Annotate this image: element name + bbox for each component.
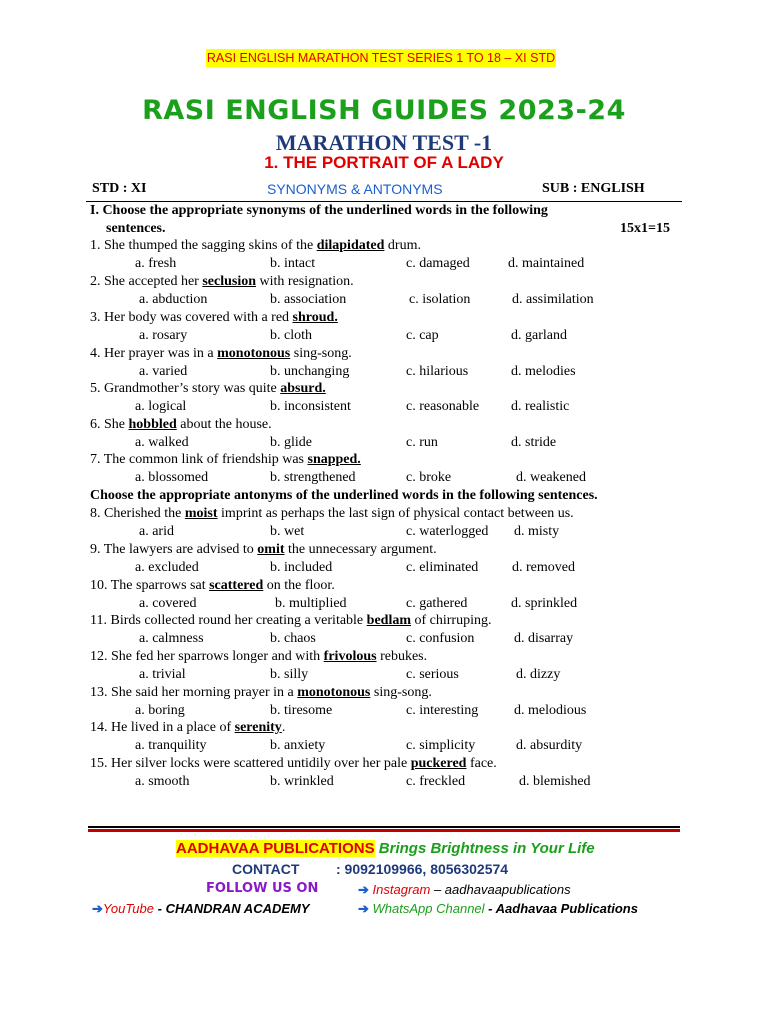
option-d[interactable]: d. removed bbox=[512, 560, 575, 575]
question-text-end: sing-song. bbox=[290, 346, 352, 361]
question-text: 6. She bbox=[90, 417, 129, 432]
contact-label: CONTACT bbox=[232, 861, 300, 877]
option-b[interactable]: b. wrinkled bbox=[270, 774, 334, 789]
question-text: 10. The sparrows sat bbox=[90, 578, 210, 593]
question-12 bbox=[90, 649, 427, 665]
option-a[interactable]: a. abduction bbox=[139, 292, 208, 307]
question-11 bbox=[90, 613, 491, 629]
question-text-end: with resignation. bbox=[256, 274, 354, 289]
underlined-word: seclusion bbox=[202, 274, 257, 289]
option-a[interactable]: a. logical bbox=[135, 399, 187, 414]
option-d[interactable]: d. assimilation bbox=[512, 292, 594, 307]
options-row bbox=[0, 703, 768, 721]
footer-divider-red bbox=[88, 829, 680, 832]
option-d[interactable]: d. garland bbox=[511, 328, 567, 343]
option-b[interactable]: b. tiresome bbox=[270, 703, 333, 718]
youtube-channel: - CHANDRAN ACADEMY bbox=[157, 901, 310, 916]
question-text: 12. She fed her sparrows longer and with bbox=[90, 649, 324, 664]
whatsapp-link[interactable] bbox=[358, 901, 638, 917]
option-d[interactable]: d. dizzy bbox=[516, 667, 561, 682]
option-d[interactable]: d. misty bbox=[514, 524, 560, 539]
question-8 bbox=[90, 506, 574, 522]
option-c[interactable]: c. freckled bbox=[406, 774, 466, 789]
whatsapp-channel: - Aadhavaa Publications bbox=[488, 901, 638, 916]
option-c[interactable]: c. isolation bbox=[409, 292, 471, 307]
options-row bbox=[0, 328, 768, 346]
question-text: 13. She said her morning prayer in a bbox=[90, 685, 298, 700]
question-3 bbox=[90, 310, 338, 326]
options-row bbox=[0, 667, 768, 685]
option-a[interactable]: a. blossomed bbox=[135, 470, 209, 485]
publisher-line bbox=[176, 840, 595, 857]
option-d[interactable]: d. disarray bbox=[514, 631, 574, 646]
options-row bbox=[0, 470, 768, 488]
options-row bbox=[0, 435, 768, 453]
youtube-label: YouTube bbox=[102, 901, 154, 916]
option-d[interactable]: d. melodious bbox=[514, 703, 587, 718]
option-b[interactable]: b. unchanging bbox=[270, 364, 350, 379]
section1-heading: I. Choose the appropriate synonyms of the underlined words in the following bbox=[90, 203, 548, 218]
options-row bbox=[0, 738, 768, 756]
youtube-link[interactable] bbox=[92, 901, 310, 917]
option-d[interactable]: d. weakened bbox=[516, 470, 586, 485]
option-c[interactable]: c. damaged bbox=[406, 256, 470, 271]
option-b[interactable]: b. cloth bbox=[270, 328, 312, 343]
option-d[interactable]: d. realistic bbox=[511, 399, 570, 414]
arrow-right-icon: ➔ bbox=[358, 882, 369, 897]
options-row bbox=[0, 399, 768, 417]
underlined-word: serenity bbox=[234, 720, 282, 735]
instagram-label: Instagram bbox=[372, 882, 431, 897]
question-9 bbox=[90, 542, 437, 558]
option-c[interactable]: c. confusion bbox=[406, 631, 475, 646]
question-text-end: sing-song. bbox=[370, 685, 432, 700]
publisher-tagline: Brings Brightness in Your Life bbox=[378, 840, 595, 857]
underlined-word: shroud. bbox=[292, 310, 338, 325]
option-b[interactable]: b. anxiety bbox=[270, 738, 326, 753]
option-d[interactable]: d. sprinkled bbox=[511, 596, 578, 611]
option-c[interactable]: c. cap bbox=[406, 328, 439, 343]
question-text: 5. Grandmother’s story was quite bbox=[90, 381, 281, 396]
underlined-word: omit bbox=[257, 542, 285, 557]
option-a[interactable]: a. walked bbox=[135, 435, 189, 450]
question-2 bbox=[90, 274, 354, 290]
option-a[interactable]: a. fresh bbox=[135, 256, 177, 271]
question-6 bbox=[90, 417, 272, 433]
option-a[interactable]: a. arid bbox=[139, 524, 174, 539]
option-c[interactable]: c. gathered bbox=[406, 596, 468, 611]
option-c[interactable]: c. broke bbox=[406, 470, 452, 485]
question-text: 7. The common link of friendship was bbox=[90, 452, 308, 467]
footer-divider bbox=[88, 826, 680, 828]
option-c[interactable]: c. run bbox=[406, 435, 438, 450]
option-a[interactable]: a. trivial bbox=[139, 667, 186, 682]
subject-label: SUB : ENGLISH bbox=[542, 181, 645, 196]
options-row bbox=[0, 774, 768, 792]
question-text: 2. She accepted her bbox=[90, 274, 203, 289]
underlined-word: monotonous bbox=[217, 346, 291, 361]
underlined-word: dilapidated bbox=[316, 238, 385, 253]
question-text-end: about the house. bbox=[176, 417, 272, 432]
question-text: 1. She thumped the sagging skins of the bbox=[90, 238, 317, 253]
option-a[interactable]: a. calmness bbox=[139, 631, 204, 646]
option-b[interactable]: b. glide bbox=[270, 435, 312, 450]
options-row bbox=[0, 631, 768, 649]
option-a[interactable]: a. rosary bbox=[139, 328, 188, 343]
underlined-word: bedlam bbox=[366, 613, 411, 628]
contact-phone: : 9092109966, 8056302574 bbox=[336, 861, 509, 877]
question-4 bbox=[90, 346, 352, 362]
option-b[interactable]: b. chaos bbox=[270, 631, 316, 646]
option-c[interactable]: c. hilarious bbox=[406, 364, 469, 379]
options-row bbox=[0, 256, 768, 274]
question-text: 11. Birds collected round her creating a veritable bbox=[90, 613, 367, 628]
options-row bbox=[0, 596, 768, 614]
question-text-end: imprint as perhaps the last sign of physical contact between us. bbox=[217, 506, 574, 521]
option-c[interactable]: c. simplicity bbox=[406, 738, 476, 753]
header-row bbox=[92, 180, 682, 202]
question-text-end: the unnecessary argument. bbox=[284, 542, 437, 557]
section2-heading: Choose the appropriate antonyms of the underlined words in the following sentences. bbox=[90, 488, 598, 503]
instagram-handle: – aadhavaapublications bbox=[433, 882, 571, 897]
lesson-title: 1. THE PORTRAIT OF A LADY bbox=[264, 153, 504, 172]
options-row bbox=[0, 292, 768, 310]
underlined-word: hobbled bbox=[128, 417, 177, 432]
options-row bbox=[0, 524, 768, 542]
publisher-name: AADHAVAA PUBLICATIONS bbox=[176, 840, 375, 857]
instagram-link[interactable] bbox=[358, 882, 571, 898]
option-d[interactable]: d. melodies bbox=[511, 364, 576, 379]
arrow-right-icon: ➔ bbox=[358, 901, 369, 916]
question-text: 3. Her body was covered with a red bbox=[90, 310, 293, 325]
option-d[interactable]: d. blemished bbox=[519, 774, 591, 789]
option-b[interactable]: b. strengthened bbox=[270, 470, 356, 485]
option-b[interactable]: b. intact bbox=[270, 256, 316, 271]
underlined-word: puckered bbox=[410, 756, 467, 771]
option-a[interactable]: a. tranquility bbox=[135, 738, 207, 753]
whatsapp-label: WhatsApp Channel bbox=[372, 901, 485, 916]
option-c[interactable]: c. reasonable bbox=[406, 399, 480, 414]
question-text-end: of chirruping. bbox=[411, 613, 492, 628]
option-a[interactable]: a. covered bbox=[139, 596, 197, 611]
option-b[interactable]: b. inconsistent bbox=[270, 399, 351, 414]
section1-heading-cont: sentences. bbox=[106, 221, 166, 236]
question-14 bbox=[90, 720, 285, 736]
option-b[interactable]: b. multiplied bbox=[275, 596, 347, 611]
option-c[interactable]: c. interesting bbox=[406, 703, 479, 718]
option-d[interactable]: d. absurdity bbox=[516, 738, 583, 753]
option-d[interactable]: d. stride bbox=[511, 435, 557, 450]
question-text: 14. He lived in a place of bbox=[90, 720, 235, 735]
option-b[interactable]: b. silly bbox=[270, 667, 309, 682]
option-c[interactable]: c. serious bbox=[406, 667, 459, 682]
options-row bbox=[0, 560, 768, 578]
underlined-word: moist bbox=[184, 506, 218, 521]
underlined-word: monotonous bbox=[297, 685, 371, 700]
question-15 bbox=[90, 756, 497, 772]
question-text-end: rebukes. bbox=[376, 649, 428, 664]
question-text-end: . bbox=[281, 720, 286, 735]
question-13 bbox=[90, 685, 432, 701]
std-label: STD : XI bbox=[92, 181, 147, 196]
question-text-end: on the floor. bbox=[263, 578, 335, 593]
option-d[interactable]: d. maintained bbox=[508, 256, 585, 271]
question-text: 9. The lawyers are advised to bbox=[90, 542, 258, 557]
header-divider bbox=[86, 201, 682, 202]
option-b[interactable]: b. wet bbox=[270, 524, 305, 539]
option-b[interactable]: b. association bbox=[270, 292, 347, 307]
section-type-label: SYNONYMS & ANTONYMS bbox=[267, 181, 443, 197]
option-a[interactable]: a. smooth bbox=[135, 774, 190, 789]
option-c[interactable]: c. eliminated bbox=[406, 560, 479, 575]
question-text-end: face. bbox=[466, 756, 497, 771]
underlined-word: absurd. bbox=[280, 381, 326, 396]
option-a[interactable]: a. excluded bbox=[135, 560, 199, 575]
question-10 bbox=[90, 578, 335, 594]
question-text: 4. Her prayer was in a bbox=[90, 346, 218, 361]
option-a[interactable]: a. varied bbox=[139, 364, 188, 379]
marks-label: 15x1=15 bbox=[620, 221, 670, 236]
main-title: RASI ENGLISH GUIDES 2023-24 bbox=[142, 95, 626, 126]
contact-line bbox=[232, 861, 509, 877]
question-1 bbox=[90, 238, 421, 254]
question-text-end: drum. bbox=[384, 238, 421, 253]
question-text: 15. Her silver locks were scattered untidily over her pale bbox=[90, 756, 411, 771]
underlined-word: snapped. bbox=[307, 452, 361, 467]
option-b[interactable]: b. included bbox=[270, 560, 333, 575]
test-title: MARATHON TEST -1 bbox=[275, 130, 493, 155]
question-5 bbox=[90, 381, 326, 397]
option-a[interactable]: a. boring bbox=[135, 703, 185, 718]
arrow-right-icon: ➔ bbox=[92, 901, 103, 916]
series-banner: RASI ENGLISH MARATHON TEST SERIES 1 TO 18 – XI STD bbox=[206, 51, 556, 65]
follow-us-label: FOLLOW US ON bbox=[206, 881, 319, 896]
underlined-word: frivolous bbox=[323, 649, 377, 664]
question-7 bbox=[90, 452, 361, 468]
options-row bbox=[0, 364, 768, 382]
option-c[interactable]: c. waterlogged bbox=[406, 524, 489, 539]
underlined-word: scattered bbox=[209, 578, 264, 593]
question-text: 8. Cherished the bbox=[90, 506, 185, 521]
